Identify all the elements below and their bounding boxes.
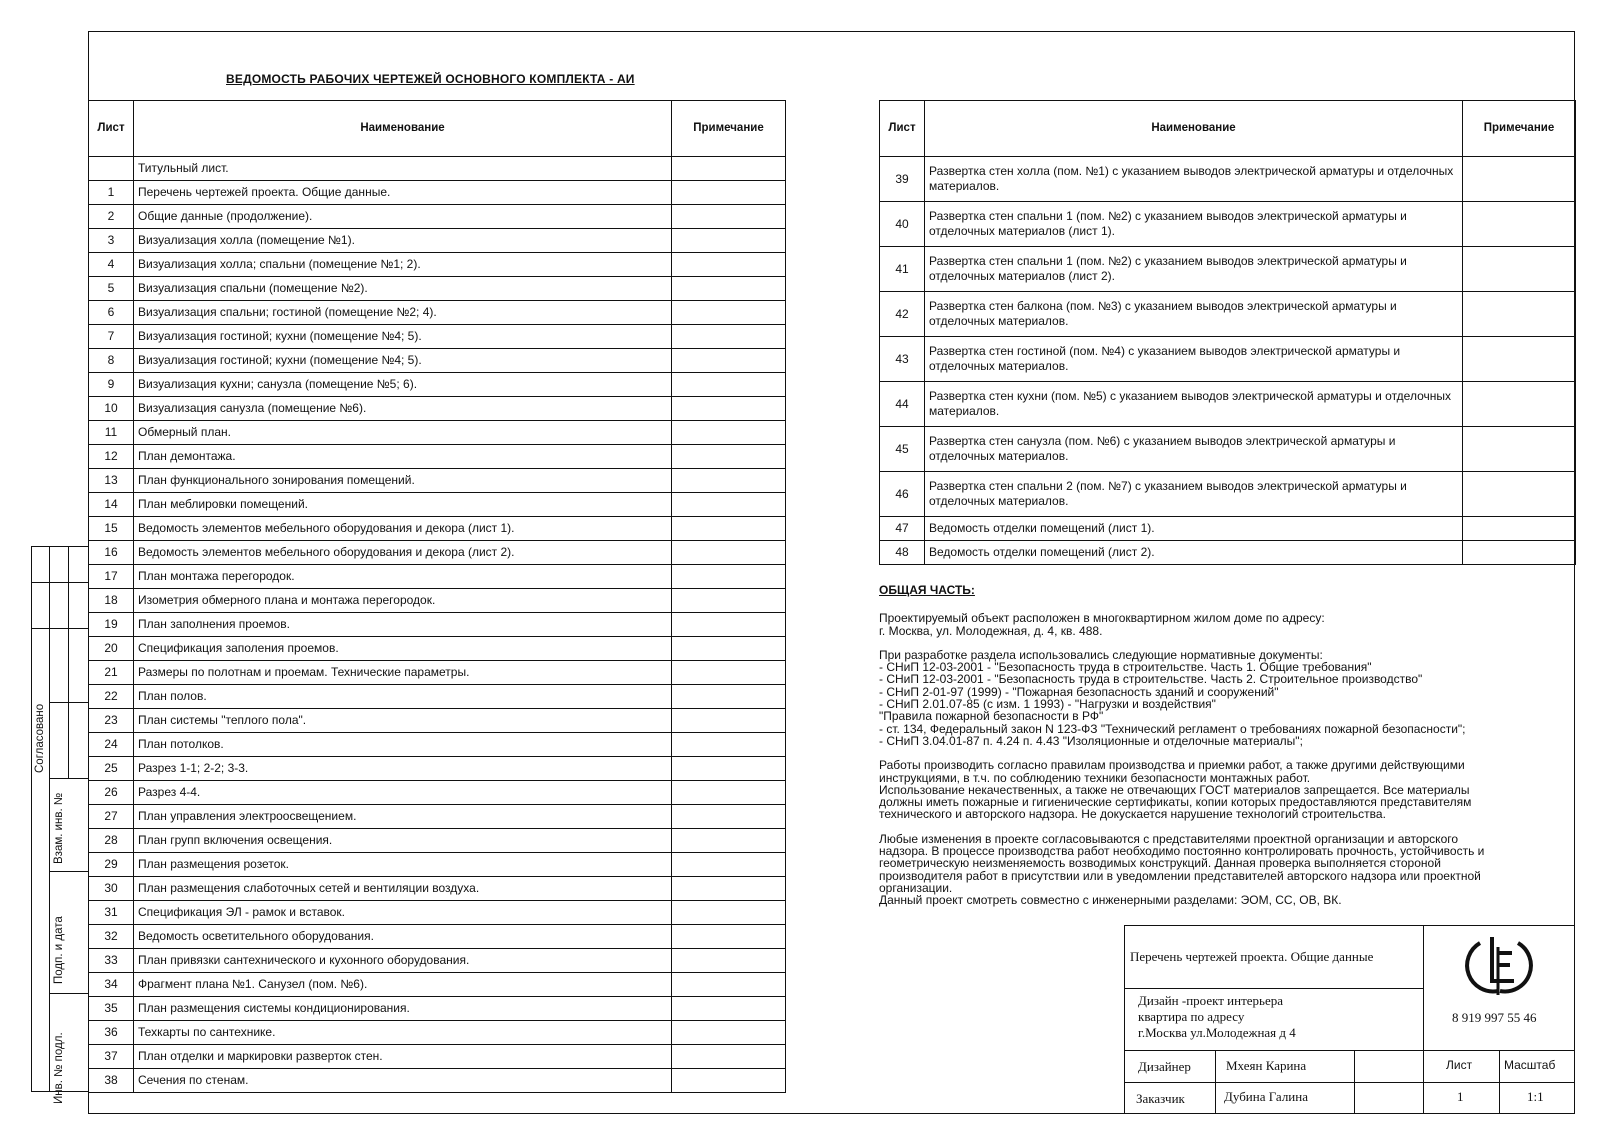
sheet-name: План размещения системы кондиционирования. (134, 997, 672, 1021)
sheet-note (672, 781, 786, 805)
table-row (89, 469, 786, 493)
sheet-number: 15 (89, 517, 134, 541)
table-row (89, 1069, 786, 1093)
table-row (89, 829, 786, 853)
tb-sheet-value: 1 (1457, 1089, 1464, 1104)
table-row (89, 205, 786, 229)
table-row (89, 997, 786, 1021)
general-line: производителя работ в присутствии или в уведомлении представителей авторского надзора или проектной (879, 868, 1481, 883)
sheet-note (672, 277, 786, 301)
table-row (89, 757, 786, 781)
table-row (89, 277, 786, 301)
sheet-number: 44 (880, 382, 925, 427)
general-line: Использование некачественных, а также не отвечающих ГОСТ материалов запрещается. Все материалы (879, 782, 1470, 797)
general-line: - ст. 134, Федеральный закон N 123-ФЗ "Технический регламент о требованиях пожарной безопасности"; (879, 721, 1466, 736)
table-row (89, 493, 786, 517)
sheet-name: План управления электроосвещением. (134, 805, 672, 829)
sheet-name: Визуализация гостиной; кухни (помещение №4; 5). (134, 325, 672, 349)
sheet-note (672, 373, 786, 397)
sheet-number: 39 (880, 157, 925, 202)
sheet-name: Визуализация санузла (помещение №6). (134, 397, 672, 421)
general-line: Работы производить согласно правилам производства и приемки работ, а также другими действующими (879, 758, 1465, 773)
table-row (89, 925, 786, 949)
sheet-note (1463, 157, 1576, 202)
table-row (89, 253, 786, 277)
sheet-note (672, 973, 786, 997)
sheet-name: Визуализация спальни (помещение №2). (134, 277, 672, 301)
sheet-number: 46 (880, 472, 925, 517)
tb-sheet-name: Перечень чертежей проекта. Общие данные (1130, 949, 1374, 964)
sheet-note (672, 901, 786, 925)
sheet-number: 18 (89, 589, 134, 613)
table-row (89, 325, 786, 349)
sheet-number: 12 (89, 445, 134, 469)
sheet-name: Титульный лист. (134, 157, 672, 181)
sheet-number (89, 157, 134, 181)
sheet-number: 11 (89, 421, 134, 445)
general-line: "Правила пожарной безопасности в РФ" (879, 709, 1104, 724)
sheet-name: Развертка стен гостиной (пом. №4) с указанием выводов электрической арматуры и отделочных материалов. (925, 337, 1463, 382)
sheet-note (672, 853, 786, 877)
sheet-number: 28 (89, 829, 134, 853)
sheet-number: 21 (89, 661, 134, 685)
header-name: Наименование (925, 101, 1463, 157)
sheet-note (672, 685, 786, 709)
sheet-name: План размещения розеток. (134, 853, 672, 877)
general-line: должны иметь пожарные и гигиенические сертификаты, копии которых предоставляются представителям (879, 795, 1472, 810)
table-row (89, 685, 786, 709)
table-row (89, 157, 786, 181)
general-line: - СНиП 2.01.07-85 (с изм. 1 1993) - "Нагрузки и воздействия" (879, 697, 1216, 712)
sheet-name: Размеры по полотнам и проемам. Технические параметры. (134, 661, 672, 685)
sheet-name: План привязки сантехнического и кухонного оборудования. (134, 949, 672, 973)
table-row (89, 565, 786, 589)
sheet-number: 9 (89, 373, 134, 397)
side-line (31, 628, 89, 629)
table-row (880, 517, 1576, 541)
sheet-name: Разрез 1-1; 2-2; 3-3. (134, 757, 672, 781)
sheet-note (672, 565, 786, 589)
sheet-number: 24 (89, 733, 134, 757)
sheet-number: 6 (89, 301, 134, 325)
sheet-note (672, 445, 786, 469)
table-row (89, 397, 786, 421)
header-note: Примечание (1463, 101, 1576, 157)
sheet-number: 33 (89, 949, 134, 973)
tb-scale-label: Масштаб (1504, 1058, 1556, 1072)
sheet-number: 29 (89, 853, 134, 877)
sheet-note (672, 493, 786, 517)
table-row (89, 1045, 786, 1069)
sheet-name: Развертка стен холла (пом. №1) с указанием выводов электрической арматуры и отделочных материалов. (925, 157, 1463, 202)
general-line: - СНиП 12-03-2001 - "Безопасность труда в строительстве. Часть 2. Строительное производство" (879, 672, 1423, 687)
sheet-note (1463, 517, 1576, 541)
table-row (880, 337, 1576, 382)
tb-sheet-label: Лист (1446, 1058, 1473, 1072)
table-row (89, 973, 786, 997)
sheet-note (672, 469, 786, 493)
sheet-note (672, 661, 786, 685)
sheet-number: 40 (880, 202, 925, 247)
sheet-name: План монтажа перегородок. (134, 565, 672, 589)
sheet-note (672, 157, 786, 181)
header-sheet: Лист (89, 101, 134, 157)
table-row (89, 637, 786, 661)
tb-client-label: Заказчик (1136, 1091, 1185, 1106)
sheet-number: 19 (89, 613, 134, 637)
sheet-note (1463, 247, 1576, 292)
general-line: организации. (879, 880, 953, 895)
table-row (89, 853, 786, 877)
general-paragraph (879, 759, 1569, 820)
table-row (880, 427, 1576, 472)
sheet-number: 13 (89, 469, 134, 493)
general-line: инструкциями, в т.ч. по соблюдению техники безопасности монтажных работ. (879, 770, 1311, 785)
sheet-name: Общие данные (продолжение). (134, 205, 672, 229)
table-row (89, 349, 786, 373)
sheet-name: Спецификация заполения проемов. (134, 637, 672, 661)
table-row (89, 805, 786, 829)
sheet-note (672, 517, 786, 541)
general-line: Любые изменения в проекте согласовываются с представителями проектной организации и авторского (879, 831, 1459, 846)
table-row (89, 181, 786, 205)
sheet-name: Развертка стен кухни (пом. №5) с указанием выводов электрической арматуры и отделочных материалов. (925, 382, 1463, 427)
sheet-number: 31 (89, 901, 134, 925)
sheet-name: Спецификация ЭЛ - рамок и вставок. (134, 901, 672, 925)
sheet-number: 34 (89, 973, 134, 997)
tb-designer-name: Мхеян Карина (1226, 1058, 1307, 1073)
sheet-name: Визуализация холла (помещение №1). (134, 229, 672, 253)
sheet-number: 41 (880, 247, 925, 292)
sheet-note (672, 349, 786, 373)
sheet-number: 16 (89, 541, 134, 565)
header-sheet: Лист (880, 101, 925, 157)
sheet-note (672, 709, 786, 733)
sheet-name: Визуализация спальни; гостиной (помещение №2; 4). (134, 301, 672, 325)
table-row (89, 733, 786, 757)
side-label-inv-mutual: Взам. инв. № (53, 792, 65, 864)
sheet-note (1463, 202, 1576, 247)
sheet-note (672, 1021, 786, 1045)
sheet-name: Визуализация гостиной; кухни (помещение №4; 5). (134, 349, 672, 373)
table-row (89, 709, 786, 733)
sheet-name: План системы "теплого пола". (134, 709, 672, 733)
sheet-note (672, 925, 786, 949)
sheet-name: План функционального зонирования помещений. (134, 469, 672, 493)
sheet-note (1463, 472, 1576, 517)
sheet-name: Техкарты по сантехнике. (134, 1021, 672, 1045)
sheet-name: План потолков. (134, 733, 672, 757)
sheet-number: 38 (89, 1069, 134, 1093)
sheet-name: Визуализация кухни; санузла (помещение №5; 6). (134, 373, 672, 397)
general-line: - СНиП 3.04.01-87 п. 4.24 п. 4.43 "Изоляционные и отделочные материалы"; (879, 733, 1303, 748)
sheet-name: План демонтажа. (134, 445, 672, 469)
sheet-number: 36 (89, 1021, 134, 1045)
company-logo-icon (1462, 933, 1536, 999)
sheet-note (672, 613, 786, 637)
sheet-number: 20 (89, 637, 134, 661)
sheet-number: 23 (89, 709, 134, 733)
sheet-name: Изометрия обмерного плана и монтажа перегородок. (134, 589, 672, 613)
sheet-number: 5 (89, 277, 134, 301)
sheet-note (672, 205, 786, 229)
sheet-number: 43 (880, 337, 925, 382)
side-line (31, 582, 89, 583)
tb-empty-cell (1354, 1082, 1424, 1114)
drawings-list-left (88, 100, 786, 1093)
sheet-note (672, 949, 786, 973)
sheet-name: Разрез 4-4. (134, 781, 672, 805)
sheet-name: План размещения слаботочных сетей и вентиляции воздуха. (134, 877, 672, 901)
sheet-name: Развертка стен спальни 1 (пом. №2) с указанием выводов электрической арматуры и отделочных материалов (лист 1). (925, 202, 1463, 247)
sheet-name: Фрагмент плана №1. Санузел (пом. №6). (134, 973, 672, 997)
sheet-note (672, 181, 786, 205)
sheet-name: План групп включения освещения. (134, 829, 672, 853)
side-line (49, 702, 89, 703)
tb-designer-label: Дизайнер (1138, 1059, 1191, 1074)
tb-phone: 8 919 997 55 46 (1452, 1010, 1537, 1025)
sheet-note (672, 229, 786, 253)
sheet-name: Ведомость элементов мебельного оборудования и декора (лист 1). (134, 517, 672, 541)
sheet-number: 27 (89, 805, 134, 829)
sheet-name: Перечень чертежей проекта. Общие данные. (134, 181, 672, 205)
table-row (89, 541, 786, 565)
sheet-number: 26 (89, 781, 134, 805)
sheet-note (672, 1069, 786, 1093)
table-row (89, 901, 786, 925)
tb-project-line-1: Дизайн -проект интерьера (1138, 993, 1284, 1008)
sheet-note (672, 877, 786, 901)
sheet-number: 37 (89, 1045, 134, 1069)
side-line (49, 993, 89, 994)
sheet-name: Визуализация холла; спальни (помещение №1; 2). (134, 253, 672, 277)
table-row (89, 229, 786, 253)
sheet-number: 17 (89, 565, 134, 589)
sheet-note (672, 589, 786, 613)
general-line: При разработке раздела использовались следующие нормативные документы: (879, 647, 1323, 662)
document-title: ВЕДОМОСТЬ РАБОЧИХ ЧЕРТЕЖЕЙ ОСНОВНОГО КОМПЛЕКТА - АИ (226, 72, 635, 86)
sheet-number: 32 (89, 925, 134, 949)
general-title: ОБЩАЯ ЧАСТЬ: (879, 583, 975, 597)
sheet-number: 48 (880, 541, 925, 565)
general-line: - СНиП 12-03-2001 - "Безопасность труда в строительстве. Часть 1. Общие требования" (879, 660, 1372, 675)
sheet-number: 30 (89, 877, 134, 901)
sheet-name: Сечения по стенам. (134, 1069, 672, 1093)
sheet-name: Развертка стен балкона (пом. №3) с указанием выводов электрической арматуры и отделочных материалов. (925, 292, 1463, 337)
side-label-sign-date: Подп. и дата (53, 916, 65, 984)
sheet-name: Развертка стен санузла (пом. №6) с указанием выводов электрической арматуры и отделочных материалов. (925, 427, 1463, 472)
sheet-number: 10 (89, 397, 134, 421)
sheet-note (672, 733, 786, 757)
sheet-note (672, 253, 786, 277)
table-row (89, 589, 786, 613)
sheet-name: План меблировки помещений. (134, 493, 672, 517)
table-row (880, 472, 1576, 517)
tb-scale-value: 1:1 (1527, 1089, 1544, 1104)
sheet-note (1463, 541, 1576, 565)
sheet-number: 47 (880, 517, 925, 541)
general-line: - СНиП 2-01-97 (1999) - "Пожарная безопасность зданий и сооружений" (879, 684, 1279, 699)
sheet-note (1463, 337, 1576, 382)
tb-project-line-2: квартира по адресу (1138, 1009, 1245, 1024)
sheet-number: 45 (880, 427, 925, 472)
table-row (89, 781, 786, 805)
table-row (89, 421, 786, 445)
side-line (49, 871, 89, 872)
sheet-number: 22 (89, 685, 134, 709)
sheet-number: 8 (89, 349, 134, 373)
table-row (89, 1021, 786, 1045)
general-line: надзора. В процессе производства работ необходимо постоянно контролировать прочность, устойчивость и (879, 844, 1485, 859)
table-row (89, 517, 786, 541)
general-line: технического и авторского надзора. Не докускается нарушение технологий строительства. (879, 807, 1386, 822)
sheet-name: Ведомость осветительного оборудования. (134, 925, 672, 949)
sheet-note (1463, 427, 1576, 472)
sheet-note (672, 1045, 786, 1069)
table-row (89, 373, 786, 397)
table-row (89, 661, 786, 685)
header-name: Наименование (134, 101, 672, 157)
table-row (880, 382, 1576, 427)
general-paragraph (879, 833, 1569, 907)
sheet-note (672, 997, 786, 1021)
sheet-note (672, 325, 786, 349)
tb-client-name: Дубина Галина (1224, 1089, 1308, 1104)
general-paragraph (879, 649, 1569, 747)
general-line: Данный проект смотреть совместно с инженерными разделами: ЭОМ, СС, ОВ, ВК. (879, 893, 1342, 908)
tb-empty-cell (1354, 1050, 1424, 1083)
sheet-name: План заполнения проемов. (134, 613, 672, 637)
sheet-number: 3 (89, 229, 134, 253)
general-paragraph (879, 612, 1569, 637)
side-col-3 (68, 546, 89, 779)
sheet-name: Ведомость отделки помещений (лист 2). (925, 541, 1463, 565)
sheet-note (672, 757, 786, 781)
sheet-number: 14 (89, 493, 134, 517)
side-label-agreed: Согласовано (34, 703, 46, 773)
sheet-name: План полов. (134, 685, 672, 709)
general-line: геометрическую неизменяемость возводимых конструкций. Данная проверка выполняется стороной (879, 856, 1441, 871)
sheet-name: Ведомость элементов мебельного оборудования и декора (лист 2). (134, 541, 672, 565)
sheet-note (672, 397, 786, 421)
sheet-number: 1 (89, 181, 134, 205)
table-row (89, 445, 786, 469)
sheet-number: 42 (880, 292, 925, 337)
sheet-number: 35 (89, 997, 134, 1021)
header-note: Примечание (672, 101, 786, 157)
sheet-note (672, 829, 786, 853)
sheet-note (1463, 292, 1576, 337)
sheet-name: Развертка стен спальни 1 (пом. №2) с указанием выводов электрической арматуры и отделочных материалов (лист 2). (925, 247, 1463, 292)
drawings-list-right (879, 100, 1576, 565)
side-stamp (31, 546, 88, 1114)
table-row (880, 202, 1576, 247)
tb-project-line-3: г.Москва ул.Молодежная д 4 (1138, 1025, 1296, 1040)
sheet-name: Развертка стен спальни 2 (пом. №7) с указанием выводов электрической арматуры и отделочных материалов. (925, 472, 1463, 517)
sheet-number: 4 (89, 253, 134, 277)
sheet-number: 2 (89, 205, 134, 229)
table-row (89, 949, 786, 973)
sheet-note (672, 637, 786, 661)
sheet-note (1463, 382, 1576, 427)
general-line: Проектируемый объект расположен в многоквартирном жилом доме по адресу: (879, 611, 1325, 626)
table-row (880, 541, 1576, 565)
sheet-name: Ведомость отделки помещений (лист 1). (925, 517, 1463, 541)
table-row (880, 292, 1576, 337)
table-row (89, 613, 786, 637)
side-label-inv-orig: Инв. № подл. (53, 1032, 65, 1104)
sheet-note (672, 541, 786, 565)
sheet-name: Обмерный план. (134, 421, 672, 445)
sheet-note (672, 421, 786, 445)
sheet-number: 7 (89, 325, 134, 349)
table-row (880, 157, 1576, 202)
general-line: г. Москва, ул. Молодежная, д. 4, кв. 488. (879, 623, 1103, 638)
sheet-note (672, 301, 786, 325)
table-row (89, 877, 786, 901)
table-row (880, 247, 1576, 292)
title-block (1124, 925, 1575, 1114)
general-section (879, 584, 1569, 919)
sheet-number: 25 (89, 757, 134, 781)
table-row (89, 301, 786, 325)
sheet-name: План отделки и маркировки разверток стен. (134, 1045, 672, 1069)
sheet-note (672, 805, 786, 829)
